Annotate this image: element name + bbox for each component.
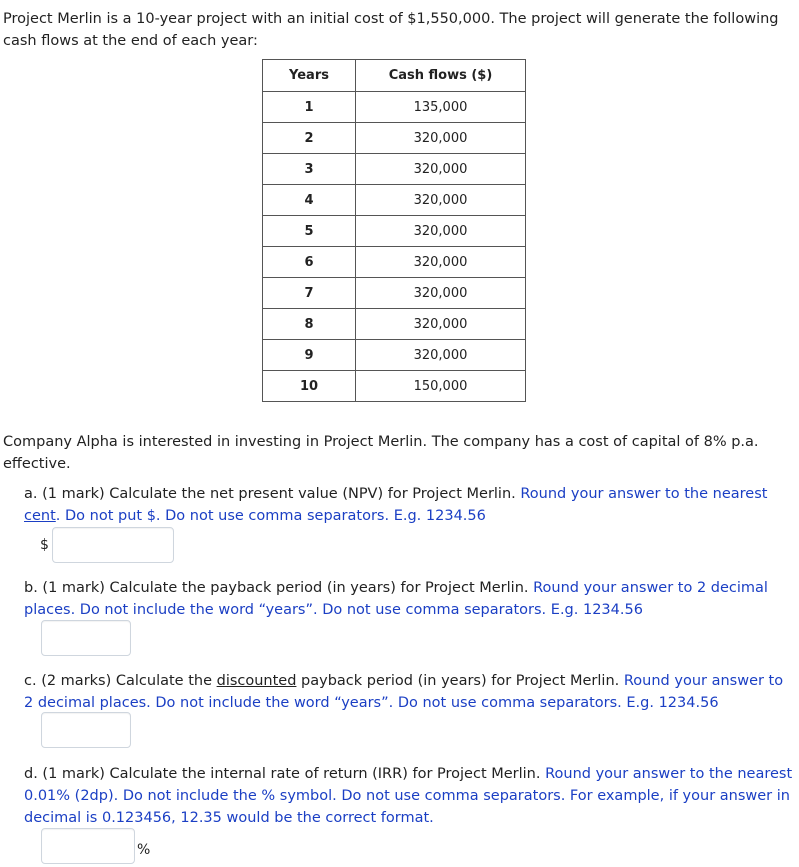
year-cell: 10 xyxy=(263,371,356,402)
intro-text: Project Merlin is a 10-year project with an initial cost of $1,550,000. The project will generate the following cash flows at the end of each year: xyxy=(3,11,779,49)
cash-flow-cell: 320,000 xyxy=(356,309,526,340)
year-cell: 7 xyxy=(263,278,356,309)
year-cell: 6 xyxy=(263,247,356,278)
question-a-hint-part1: Round your answer to the nearest xyxy=(520,486,768,502)
npv-input[interactable] xyxy=(52,527,174,563)
question-c-discounted: discounted xyxy=(216,673,297,689)
table-header-row xyxy=(263,60,526,92)
table-row xyxy=(263,185,526,216)
question-c-text-part2: payback period (in years) for Project Merlin. xyxy=(296,673,624,689)
currency-label: $ xyxy=(40,537,49,553)
question-b-text: b. (1 mark) Calculate the payback period (in years) for Project Merlin. xyxy=(24,580,534,596)
table-row xyxy=(263,371,526,402)
year-cell: 1 xyxy=(263,92,356,123)
cash-flow-cell: 320,000 xyxy=(356,154,526,185)
table-row xyxy=(263,340,526,371)
cash-flow-cell: 135,000 xyxy=(356,92,526,123)
table-row xyxy=(263,278,526,309)
question-a-text: a. (1 mark) Calculate the net present value (NPV) for Project Merlin. xyxy=(24,486,521,502)
cash-flow-cell: 320,000 xyxy=(356,185,526,216)
question-c-text-part1: c. (2 marks) Calculate the xyxy=(24,673,217,689)
table-row xyxy=(263,247,526,278)
irr-input[interactable] xyxy=(41,828,135,864)
table-row xyxy=(263,216,526,247)
question-d-hint: Round your answer to the nearest 0.01% (2dp). Do not include the % symbol. Do not use comma separators. For example, if your answer in decimal is 0.123456, 12.35 would be the correct format. xyxy=(24,766,793,826)
col-header-years: Years xyxy=(263,60,356,92)
cash-flow-cell: 320,000 xyxy=(356,278,526,309)
cash-flow-cell: 320,000 xyxy=(356,216,526,247)
answer-d-row xyxy=(40,828,240,866)
percent-label: % xyxy=(137,842,151,858)
year-cell: 9 xyxy=(263,340,356,371)
cash-flow-cell: 320,000 xyxy=(356,340,526,371)
question-b-hint: Round your answer to 2 decimal places. Do not include the word “years”. Do not use comma separators. E.g. 1234.56 xyxy=(24,580,768,618)
cash-flow-cell: 150,000 xyxy=(356,371,526,402)
year-cell: 5 xyxy=(263,216,356,247)
payback-period-input[interactable] xyxy=(41,620,131,656)
question-a xyxy=(24,483,794,527)
table-row xyxy=(263,154,526,185)
table-row xyxy=(263,92,526,123)
question-a-hint-cent: cent xyxy=(24,508,56,524)
table-row xyxy=(263,123,526,154)
question-a-hint-part2: . Do not put $. Do not use comma separators. E.g. 1234.56 xyxy=(55,508,486,524)
table-row xyxy=(263,309,526,340)
discounted-payback-input[interactable] xyxy=(41,712,131,748)
year-cell: 8 xyxy=(263,309,356,340)
year-cell: 4 xyxy=(263,185,356,216)
question-b xyxy=(24,577,794,621)
col-header-cash-flows: Cash flows ($) xyxy=(356,60,526,92)
question-c xyxy=(24,670,794,714)
question-d-text: d. (1 mark) Calculate the internal rate of return (IRR) for Project Merlin. xyxy=(24,766,546,782)
year-cell: 2 xyxy=(263,123,356,154)
cash-flow-cell: 320,000 xyxy=(356,247,526,278)
cash-flow-cell: 320,000 xyxy=(356,123,526,154)
company-alpha-text: Company Alpha is interested in investing in Project Merlin. The company has a cost of capital of 8% p.a. effective. xyxy=(3,434,759,472)
cash-flow-table xyxy=(262,59,526,402)
year-cell: 3 xyxy=(263,154,356,185)
question-c-hint: Round your answer to 2 decimal places. Do not include the word “years”. Do not use comma separators. E.g. 1234.56 xyxy=(24,673,784,711)
question-d xyxy=(24,763,794,829)
